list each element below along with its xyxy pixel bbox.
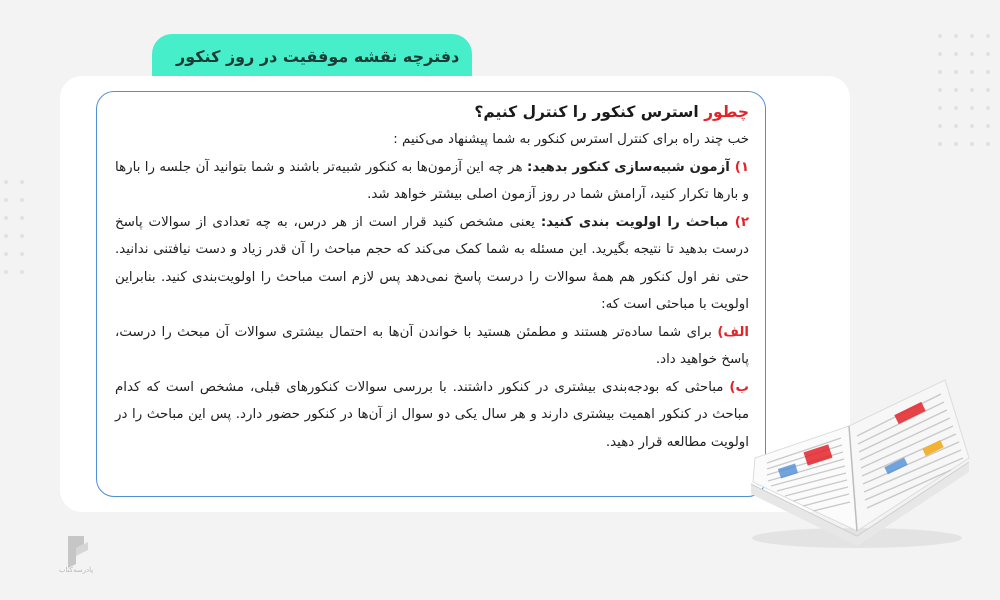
- item-1: [115, 154, 749, 209]
- heading-accent: چطور: [704, 103, 749, 121]
- item-2-title: مباحث را اولویت بندی کنید:: [540, 214, 735, 230]
- section-heading: [115, 102, 749, 123]
- item-1-title: آزمون شبیه‌سازی کنکور بدهید:: [526, 159, 735, 175]
- page-title: دفترچه نقشه موفقیت در روز کنکور: [176, 46, 460, 66]
- item-2: [115, 209, 749, 319]
- sub-item-a: [115, 319, 749, 374]
- item-2-number: ۲): [734, 214, 749, 230]
- sub-item-b-label: ب): [729, 379, 749, 395]
- dot-grid-top-right: [938, 34, 998, 174]
- header-tab: [152, 34, 472, 78]
- item-1-number: ۱): [734, 159, 749, 175]
- heading-text: استرس کنکور را کنترل کنیم؟: [474, 103, 705, 121]
- open-book-icon: [745, 366, 975, 552]
- text-box: [96, 91, 766, 497]
- sub-item-b-text: مباحثی که بودجه‌بندی بیشتری در کنکور داشتند. با بررسی سوالات کنکورهای قبلی، مشخص است که کدام مباحث در کنکور اهمیت بیشتری دارند و هر سال یکی دو سوال از آن‌ها در کنکور حضور دارد. پس این مباحث را در اولویت مطالعه قرار دهید.: [115, 379, 749, 450]
- item-1-text: هر چه این آزمون‌ها به کنکور شبیه‌تر باشند و شما بتوانید آن جلسه را بارها و بارها تکرار کنید، آرامش شما در روز آزمون اصلی بیشتر خواهد شد.: [115, 159, 749, 202]
- dot-grid-left: [4, 180, 34, 300]
- item-2-text: یعنی مشخص کنید قرار است از هر درس، به چه تعدادی از سوالات پاسخ درست بدهید تا نتیجه بگیرید. این مسئله به شما کمک می‌کند که حجم مباحث را آن قدر زیاد و دست نیافتنی ندانید. حتی نفر اول کنکور هم همهٔ سوالات را درست پاسخ نمی‌دهد پس لازم است مباحث را اولویت‌بندی کنید. بنابراین اولویت با مباحثی است که:: [115, 214, 749, 312]
- intro-paragraph: خب چند راه برای کنترل استرس کنکور به شما پیشنهاد می‌کنیم :: [393, 132, 749, 147]
- brand-logo-text: پادرسه‌کتاب: [58, 566, 94, 574]
- sub-item-a-label: الف): [717, 324, 749, 340]
- sub-item-a-text: برای شما ساده‌تر هستند و مطمئن هستید با خواندن آن‌ها به احتمال بیشتری سوالات آن مبحث را درست، پاسخ خواهید داد.: [115, 324, 749, 367]
- sub-item-b: [115, 374, 749, 457]
